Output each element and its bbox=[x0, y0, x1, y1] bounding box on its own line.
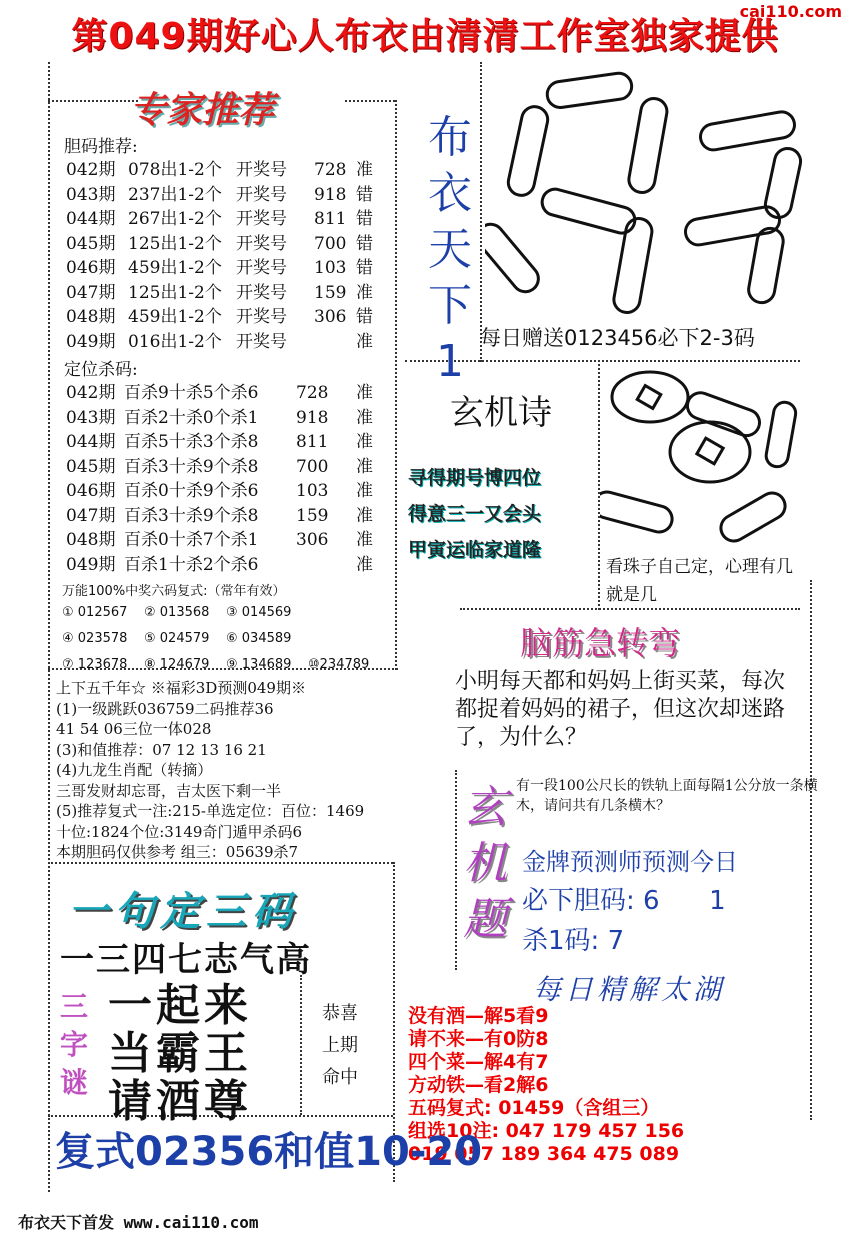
poem-line: 寻得期号博四位 bbox=[408, 467, 542, 489]
result-cell: 811 bbox=[314, 209, 347, 229]
buyi-char: 天 bbox=[428, 224, 472, 275]
dan-row bbox=[66, 256, 396, 281]
taihu-line: 四个菜—解4有7 bbox=[408, 1051, 549, 1073]
verdict-cell: 准 bbox=[356, 530, 373, 550]
combo-row bbox=[62, 652, 390, 678]
pick-cell: 百杀0十杀9个杀6 bbox=[124, 481, 259, 501]
kill-row bbox=[66, 553, 396, 578]
must-dan-label: 必下胆码: bbox=[522, 886, 635, 916]
combo-item: ⑤ 024579 bbox=[144, 631, 210, 646]
buyi-char: 衣 bbox=[428, 168, 472, 219]
one-sentence-title: 一句定三码 bbox=[68, 888, 298, 935]
poem-line: 甲寅运临家道隆 bbox=[408, 539, 542, 561]
period-cell: 045期 bbox=[66, 233, 116, 254]
label-cell: 开奖号 bbox=[236, 184, 287, 205]
riddle-label-char: 谜 bbox=[59, 1066, 88, 1099]
pick-cell: 125出1-2个 bbox=[128, 282, 222, 303]
xuanji-char: 题 bbox=[463, 894, 507, 945]
pick-cell: 百杀2十杀0个杀1 bbox=[124, 407, 259, 428]
forecast-line: (3)和值推荐：07 12 13 16 21 bbox=[56, 740, 267, 759]
period-cell: 047期 bbox=[66, 505, 116, 526]
combo-item: ⑦ 123678 bbox=[62, 657, 128, 672]
divider bbox=[48, 100, 138, 102]
result-cell: 306 bbox=[296, 530, 329, 550]
must-dan-values: 6 1 bbox=[643, 886, 726, 916]
dan-row bbox=[66, 281, 396, 306]
period-cell: 043期 bbox=[66, 407, 116, 428]
must-dan-row bbox=[522, 880, 726, 917]
riddle-label-char: 三 bbox=[59, 990, 88, 1023]
verdict-cell: 错 bbox=[356, 209, 373, 229]
brain-teaser-riddle: 小明每天都和妈妈上街买菜，每次都捉着妈妈的裙子，但这次却迷路了，为什么？ bbox=[455, 669, 786, 750]
kill-one-value: 7 bbox=[607, 926, 625, 956]
result-cell: 811 bbox=[296, 432, 329, 452]
result-cell: 918 bbox=[314, 184, 347, 205]
poem-title: 玄机诗 bbox=[450, 393, 552, 433]
pick-cell: 125出1-2个 bbox=[128, 233, 222, 254]
forecast-line: 上下五千年☆ ※福彩3D预测049期※ bbox=[56, 679, 306, 697]
dan-row bbox=[66, 207, 396, 232]
rail-question: 有一段100公尺长的铁轨上面每隔1公分放一条横木，请问共有几条横木？ bbox=[516, 778, 818, 814]
fushi-sum-text: 复式02356和值10-20 bbox=[55, 1129, 483, 1175]
combo-label: 万能100%中奖六码复式:（常年有效） bbox=[62, 584, 286, 599]
verdict-cell: 准 bbox=[356, 432, 373, 452]
dan-row bbox=[66, 330, 396, 355]
kill-row bbox=[66, 406, 396, 431]
combo-row bbox=[62, 626, 390, 652]
dan-row bbox=[66, 305, 396, 330]
kill-row bbox=[66, 430, 396, 455]
dan-table bbox=[66, 158, 396, 354]
taihu-line: 请不来—有0防8 bbox=[408, 1028, 549, 1050]
kill-one-label: 杀1码: bbox=[522, 926, 600, 956]
big-number-93-graphic bbox=[485, 68, 815, 328]
daily-gift-text: 每日赠送0123456必下2-3码 bbox=[480, 326, 755, 350]
riddle-line: 一起来 bbox=[108, 980, 252, 1031]
expert-heading: 专家推荐 bbox=[130, 90, 275, 131]
riddle-line: 当霸王 bbox=[108, 1028, 252, 1079]
dan-row bbox=[66, 232, 396, 257]
combo-item: ③ 014569 bbox=[226, 605, 292, 620]
result-cell: 159 bbox=[314, 282, 347, 303]
result-cell: 700 bbox=[314, 233, 347, 254]
verdict-cell: 准 bbox=[356, 383, 373, 403]
verdict-cell: 准 bbox=[356, 481, 373, 501]
verdict-cell: 错 bbox=[356, 233, 373, 254]
result-cell: 918 bbox=[296, 407, 329, 428]
kill-row bbox=[66, 381, 396, 406]
period-cell: 043期 bbox=[66, 184, 116, 205]
pick-cell: 459出1-2个 bbox=[128, 307, 222, 327]
kill-row bbox=[66, 504, 396, 529]
label-cell: 开奖号 bbox=[236, 160, 287, 180]
bead-note: 看珠子自己定，心理有几就是几 bbox=[606, 557, 793, 605]
pick-cell: 百杀9十杀5个杀6 bbox=[124, 383, 259, 403]
label-cell: 开奖号 bbox=[236, 282, 287, 303]
congrats-line: 命中 bbox=[322, 1067, 358, 1088]
taihu-line: 五码复式: 01459（含组三） bbox=[408, 1097, 660, 1119]
divider bbox=[345, 100, 395, 102]
taihu-line: 没有酒—解5看9 bbox=[408, 1005, 549, 1027]
kill-row bbox=[66, 479, 396, 504]
dan-row bbox=[66, 183, 396, 208]
riddle-line: 请酒尊 bbox=[108, 1076, 252, 1127]
dan-row bbox=[66, 158, 396, 183]
divider bbox=[480, 62, 482, 362]
poem-line: 得意三一又会头 bbox=[408, 503, 542, 525]
combo-item: ④ 023578 bbox=[62, 631, 128, 646]
taihu-title: 每日精解太湖 bbox=[533, 973, 726, 1006]
pick-cell: 459出1-2个 bbox=[128, 258, 222, 278]
pick-cell: 百杀3十杀9个杀8 bbox=[124, 456, 259, 477]
riddle-label-char: 字 bbox=[59, 1028, 88, 1061]
forecast-line: (1)一级跳跃036759二码推荐36 bbox=[56, 699, 274, 718]
period-cell: 049期 bbox=[66, 331, 116, 352]
period-cell: 048期 bbox=[66, 307, 116, 327]
pick-cell: 百杀0十杀7个杀1 bbox=[124, 530, 259, 550]
kill-row bbox=[66, 528, 396, 553]
period-cell: 042期 bbox=[66, 160, 116, 180]
footer-text: 布衣天下首发 www.cai110.com bbox=[18, 1213, 259, 1232]
verdict-cell: 准 bbox=[356, 160, 373, 180]
buyi-char: 1 bbox=[436, 336, 464, 387]
pick-cell: 078出1-2个 bbox=[128, 160, 222, 180]
forecast-line: 本期胆码仅供参考 组三：05639杀7 bbox=[56, 843, 299, 861]
period-cell: 044期 bbox=[66, 209, 116, 229]
verdict-cell: 错 bbox=[356, 307, 373, 327]
divider bbox=[300, 975, 302, 1115]
label-cell: 开奖号 bbox=[236, 307, 287, 327]
verdict-cell: 错 bbox=[356, 184, 373, 205]
congrats-line: 恭喜 bbox=[322, 1003, 358, 1024]
divider bbox=[810, 580, 812, 1120]
verdict-cell: 准 bbox=[356, 407, 373, 428]
pick-cell: 百杀5十杀3个杀8 bbox=[124, 432, 259, 452]
forecast-list bbox=[56, 678, 364, 863]
xuanji-char: 玄 bbox=[463, 782, 507, 833]
pick-cell: 百杀3十杀9个杀8 bbox=[124, 505, 259, 526]
combo-item: ⑨ 134689 bbox=[226, 657, 292, 672]
pick-cell: 237出1-2个 bbox=[128, 184, 222, 205]
kill-label: 定位杀码: bbox=[64, 360, 138, 380]
forecast-line: 十位:1824个位:3149奇门遁甲杀码6 bbox=[56, 822, 302, 841]
taihu-line: 组选10注: 047 179 457 156 bbox=[408, 1120, 685, 1142]
period-cell: 047期 bbox=[66, 282, 116, 303]
combo-item: ② 013568 bbox=[144, 605, 210, 620]
three-char-riddle-label bbox=[58, 988, 90, 1102]
result-cell: 159 bbox=[296, 505, 329, 526]
verdict-cell: 错 bbox=[356, 258, 373, 278]
period-cell: 042期 bbox=[66, 383, 116, 403]
forecast-line: 41 54 06三位一体028 bbox=[56, 720, 212, 738]
forecast-line: (4)九龙生肖配（转摘） bbox=[56, 761, 213, 779]
verdict-cell: 准 bbox=[356, 456, 373, 477]
buyi-char: 布 bbox=[428, 112, 472, 163]
label-cell: 开奖号 bbox=[236, 233, 287, 254]
one-sentence-answer: 一三四七志气高 bbox=[60, 940, 312, 980]
forecast-line: (5)推荐复式一注:215-单选定位：百位：1469 bbox=[56, 802, 365, 820]
xuanji-title bbox=[455, 780, 515, 948]
combo-item: ① 012567 bbox=[62, 605, 128, 620]
combo-item: ⑩234789 bbox=[308, 657, 370, 672]
period-cell: 044期 bbox=[66, 432, 116, 452]
kill-row bbox=[66, 455, 396, 480]
label-cell: 开奖号 bbox=[236, 209, 287, 229]
kill-one-row bbox=[522, 920, 624, 957]
verdict-cell: 准 bbox=[356, 554, 373, 575]
pick-cell: 百杀1十杀2个杀6 bbox=[124, 554, 259, 575]
brain-teaser-title: 脑筋急转弯 bbox=[520, 624, 681, 662]
buyi-vertical-title bbox=[420, 110, 480, 390]
period-cell: 046期 bbox=[66, 258, 116, 278]
label-cell: 开奖号 bbox=[236, 331, 287, 352]
period-cell: 046期 bbox=[66, 481, 116, 501]
period-cell: 049期 bbox=[66, 554, 116, 575]
three-char-riddle-lines bbox=[108, 982, 252, 1126]
xuanji-char: 机 bbox=[463, 838, 507, 889]
congrats-line: 上期 bbox=[322, 1035, 358, 1056]
combo-list bbox=[62, 600, 390, 678]
combo-row bbox=[62, 600, 390, 626]
period-cell: 048期 bbox=[66, 530, 116, 550]
verdict-cell: 准 bbox=[356, 331, 373, 352]
pick-cell: 016出1-2个 bbox=[128, 331, 222, 352]
taihu-line: 019 057 189 364 475 089 bbox=[408, 1143, 680, 1165]
site-logo-text: cai110.com bbox=[739, 2, 842, 21]
period-cell: 045期 bbox=[66, 456, 116, 477]
pick-cell: 267出1-2个 bbox=[128, 209, 222, 229]
label-cell: 开奖号 bbox=[236, 258, 287, 278]
left-border bbox=[48, 62, 50, 1192]
verdict-cell: 准 bbox=[356, 505, 373, 526]
result-cell: 306 bbox=[314, 307, 347, 327]
result-cell: 728 bbox=[296, 383, 329, 403]
combo-item: ⑧ 124679 bbox=[144, 657, 210, 672]
result-cell: 728 bbox=[314, 160, 347, 180]
buyi-char: 下 bbox=[428, 280, 472, 331]
forecast-line: 三哥发财却忘哥，吉太医下剩一半 bbox=[56, 781, 282, 800]
page-title: 第049期好心人布衣由清清工作室独家提供 bbox=[71, 16, 779, 57]
poem-lines bbox=[408, 460, 541, 568]
combo-item: ⑥ 034589 bbox=[226, 631, 292, 646]
result-cell: 103 bbox=[314, 258, 347, 278]
verdict-cell: 准 bbox=[356, 282, 373, 303]
taihu-line: 方动铁—看2解6 bbox=[408, 1074, 549, 1096]
result-cell: 103 bbox=[296, 481, 329, 501]
congrats-note bbox=[320, 998, 360, 1094]
kill-table bbox=[66, 381, 396, 577]
gold-predictor-text: 金牌预测师预测今日 bbox=[522, 848, 738, 876]
dan-label: 胆码推荐: bbox=[64, 137, 138, 157]
result-cell: 700 bbox=[296, 456, 329, 477]
coins-beads-graphic bbox=[600, 362, 810, 552]
